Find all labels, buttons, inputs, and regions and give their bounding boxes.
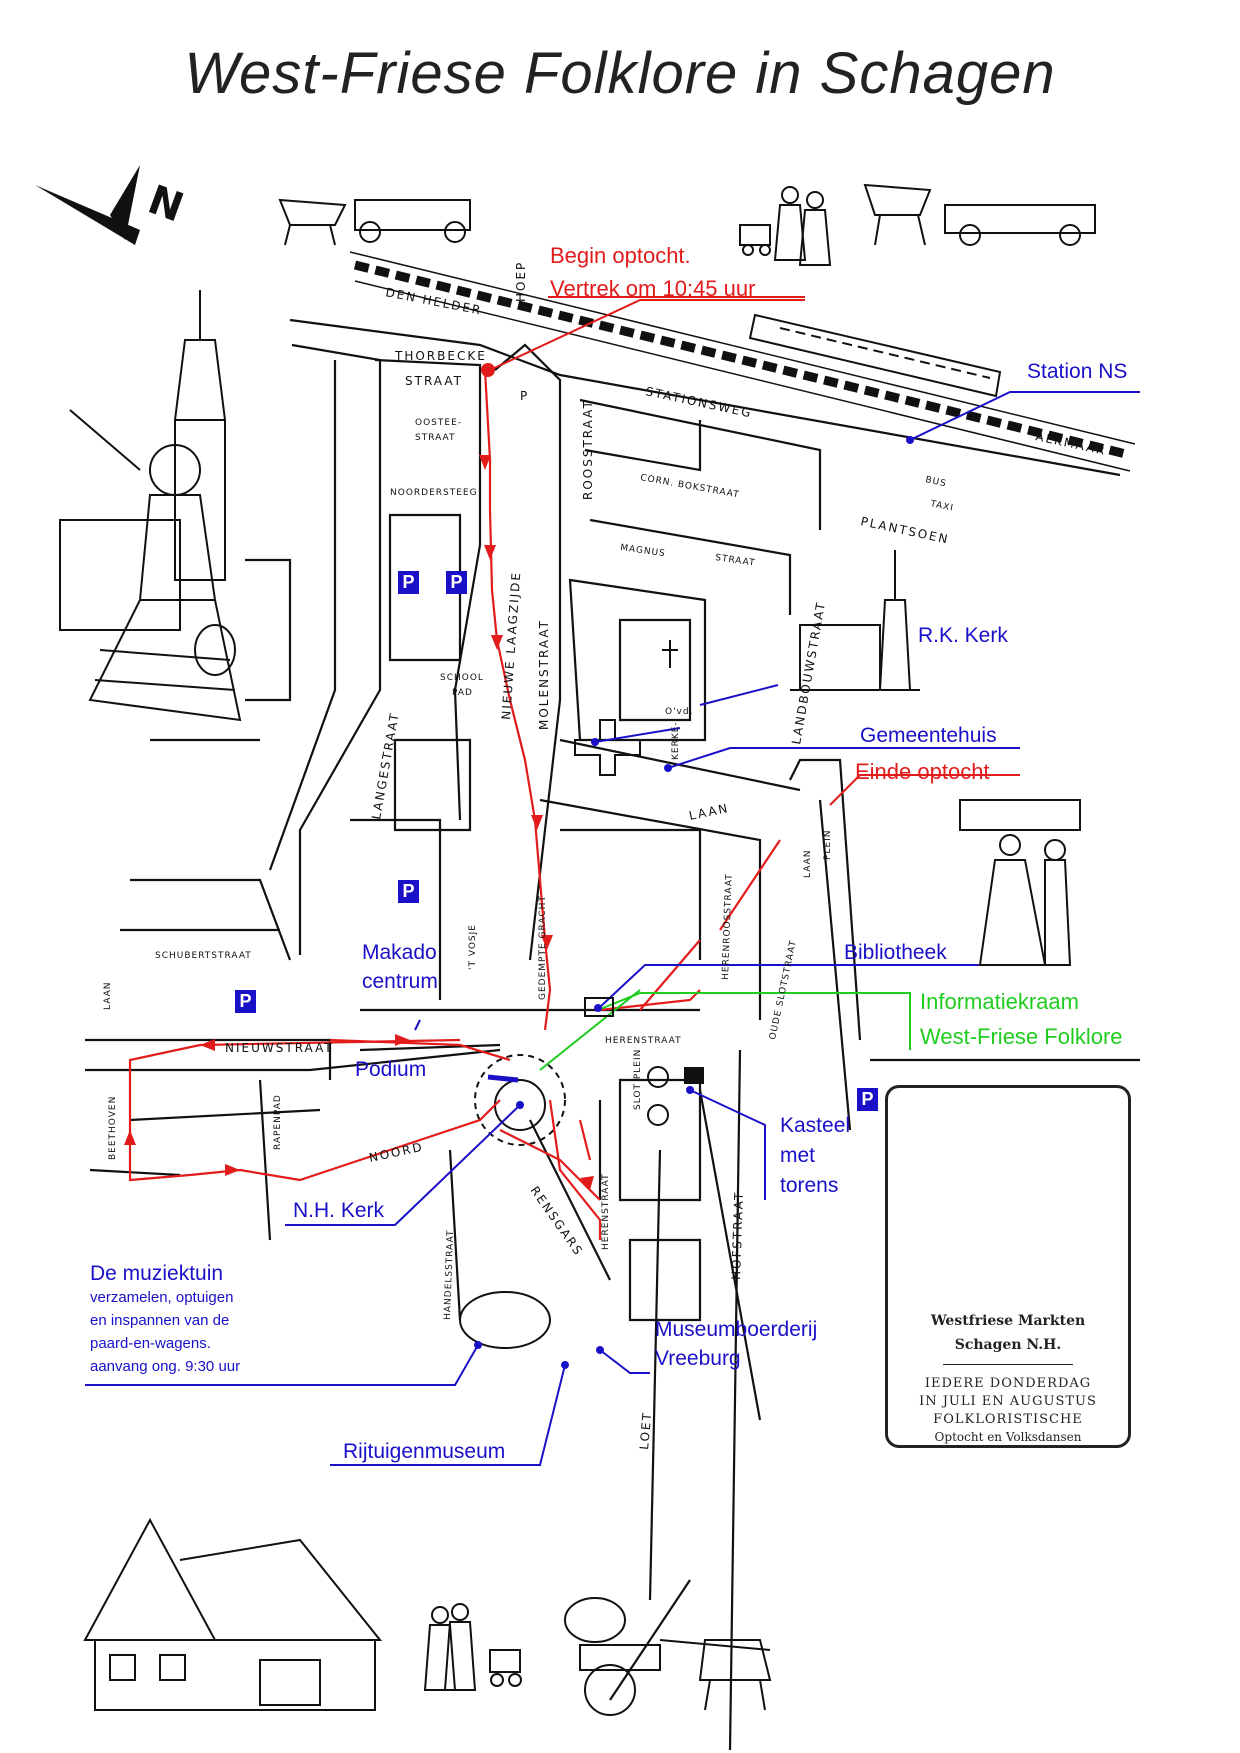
street-laan-west: LAAN — [103, 981, 113, 1010]
street-den-helder: DEN HELDER — [384, 285, 484, 318]
street-hofstraat: HOFSTRAAT — [729, 1190, 747, 1281]
info-label: Informatiekraam — [920, 989, 1079, 1014]
woman-sketch-left — [70, 410, 240, 720]
einde-label: Einde optocht — [855, 759, 990, 784]
begin-label: Begin optocht. — [550, 243, 691, 268]
muziektuin-desc-3: paard-en-wagens. — [90, 1335, 211, 1352]
street-oostee: OOSTEE- — [415, 418, 462, 428]
street-schubertstraat: SCHUBERTSTRAAT — [155, 951, 252, 961]
street-magnus: MAGNUS — [619, 543, 667, 560]
begin-marker — [481, 363, 495, 377]
museumboerderij-label: Museumboerderij — [655, 1318, 818, 1341]
street-herenstraat-top: HERENSTRAAT — [605, 1036, 682, 1046]
card-line-5: FOLKLORISTISCHE — [933, 1412, 1083, 1427]
street-hoep: HOEP — [514, 260, 528, 302]
street-roosstraat: ROOSSTRAAT — [581, 399, 595, 500]
museumboerderij-label-2: Vreeburg — [655, 1347, 741, 1370]
muziektuin-desc-4: aanvang ong. 9:30 uur — [90, 1358, 241, 1375]
street-nieuwstraat: NIEUWSTRAAT — [225, 1041, 334, 1055]
makado-label-2: centrum — [362, 970, 438, 993]
kasteel-label-3: torens — [780, 1174, 839, 1197]
street-thorbecke-straat: STRAAT — [405, 374, 463, 388]
rijtuigenmuseum-label: Rijtuigenmuseum — [343, 1440, 506, 1463]
street-alkmaar: ALKMAAR — [1034, 429, 1108, 458]
street-loet: LOET — [637, 1410, 655, 1451]
street-pad: PAD — [452, 688, 473, 698]
north-arrow — [35, 165, 189, 245]
north-label: N — [142, 176, 190, 232]
street-school: SCHOOL — [440, 673, 484, 683]
muziektuin-desc-1: verzamelen, optuigen — [90, 1289, 234, 1306]
street-slotplein: SLOT PLEIN — [633, 1048, 643, 1110]
couple-sketch-right — [960, 800, 1080, 965]
procession-route — [130, 370, 780, 1240]
street-ovd: O'vd. — [665, 707, 694, 717]
church-plan — [575, 720, 640, 775]
street-gedempte-gracht: GEDEMPTE GRACHT — [538, 895, 548, 1000]
street-oostee-2: STRAAT — [415, 433, 456, 443]
kasteel-label: Kasteel — [780, 1114, 851, 1137]
street-nieuwe-laagzijde: NIEUWE LAAGZIJDE — [499, 570, 524, 721]
muziektuin-desc-2: en inspannen van de — [90, 1312, 230, 1329]
street-oude-slotstraat: OUDE SLOTSTRAAT — [768, 939, 800, 1041]
street-landbouwstraat: LANDBOUWSTRAAT — [789, 599, 829, 746]
castle-plan — [460, 1055, 703, 1348]
parking-icon: P — [446, 571, 467, 594]
podium-label: Podium — [355, 1058, 427, 1081]
street-bus: BUS — [924, 475, 948, 490]
street-molenstraat: MOLENSTRAAT — [537, 619, 551, 730]
farmhouse-sketch — [85, 1520, 380, 1710]
train-sketch — [750, 315, 1000, 396]
muziektuin-label: De muziektuin — [90, 1262, 224, 1285]
street-plantsoen: PLANTSOEN — [859, 514, 951, 547]
card-divider — [943, 1364, 1073, 1365]
card-line-3: IEDERE DONDERDAG — [924, 1376, 1092, 1391]
nh-kerk-label: N.H. Kerk — [293, 1199, 385, 1222]
page-title: West-Friese Folklore in Schagen — [184, 41, 1056, 106]
people-sketch-bottom — [425, 1604, 521, 1690]
market-card — [885, 1085, 1131, 1448]
street-stationsweg: STATIONSWEG — [644, 384, 754, 421]
street-noordersteeg: NOORDERSTEEG — [390, 488, 478, 498]
bibliotheek-label: Bibliotheek — [844, 941, 947, 964]
street-noord: NOORD — [367, 1139, 425, 1165]
street-laan-plein-1: LAAN — [803, 849, 813, 878]
parking-icon: P — [235, 990, 256, 1013]
street-thorbecke: THORBECKE — [395, 349, 487, 363]
street-handelsstraat: HANDELSSTRAAT — [443, 1229, 457, 1321]
parking-icon: P — [398, 571, 419, 594]
begin-time-label: Vertrek om 10:45 uur — [550, 276, 756, 301]
rk-kerk-label: R.K. Kerk — [918, 624, 1008, 647]
street-rensgars: RENSGARS — [527, 1183, 587, 1259]
street-langestraat: LANGESTRAAT — [369, 710, 402, 821]
street-beethoven: BEETHOVEN — [108, 1095, 118, 1160]
street-taxi: TAXI — [929, 499, 955, 514]
card-line-2: Schagen N.H. — [954, 1337, 1062, 1353]
parking-icon: P — [857, 1088, 878, 1111]
street-laan-plein-2: PLEIN — [823, 829, 833, 860]
card-line-4: IN JULI EN AUGUSTUS — [919, 1394, 1097, 1409]
info-label-2: West-Friese Folklore — [920, 1024, 1123, 1049]
people-sketch-top — [740, 187, 830, 265]
station-label: Station NS — [1027, 360, 1128, 383]
gemeentehuis-label: Gemeentehuis — [860, 724, 997, 747]
street-herenroosstraat: HERENROOSSTRAAT — [721, 873, 735, 981]
street-magnus-straat: STRAAT — [714, 553, 757, 569]
street-rapenpad: RAPENPAD — [273, 1094, 283, 1150]
street-t-vosje: 'T VOSJE — [468, 924, 478, 970]
card-line-1: Westfriese Markten — [930, 1313, 1086, 1329]
carriage-sketch-top-left — [280, 200, 470, 245]
carriage-sketch-top-right — [865, 185, 1095, 245]
street-p-sign: P — [520, 389, 530, 403]
street-herenstraat: HERENSTRAAT — [601, 1173, 611, 1250]
street-kerke: KERKE- — [671, 721, 681, 760]
street-corn-bokstraat: CORN. BOKSTRAAT — [639, 473, 741, 501]
parking-icon: P — [398, 880, 419, 903]
card-line-6: Optocht en Volksdansen — [934, 1430, 1082, 1444]
street-laan: LAAN — [687, 800, 731, 823]
kasteel-label-2: met — [780, 1144, 816, 1167]
makado-label: Makado — [362, 941, 437, 964]
